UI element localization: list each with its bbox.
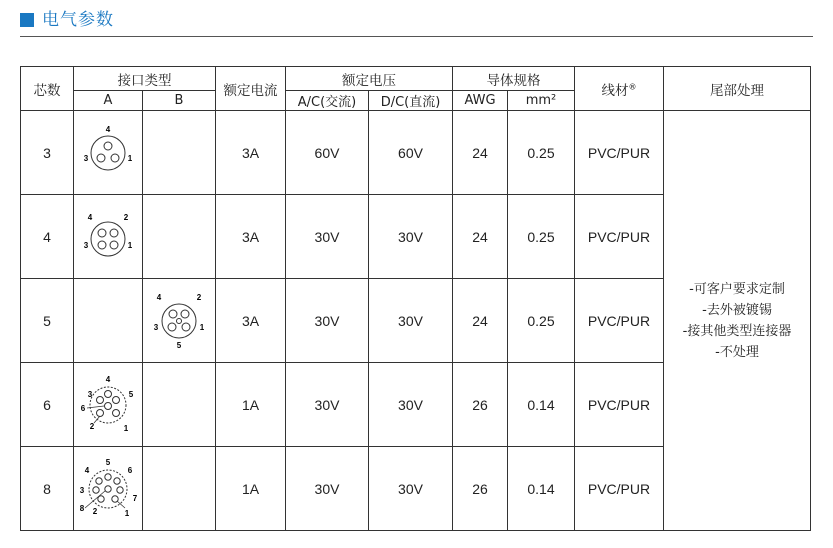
header-material xyxy=(575,67,664,111)
pin-label: 1 xyxy=(199,322,205,332)
header-row-1 xyxy=(21,67,811,91)
header-dc: D/C(直流) xyxy=(369,91,453,111)
ac-voltage-cell: 30V xyxy=(286,279,369,363)
pin-label: 4 xyxy=(84,465,90,475)
pin-label: 3 xyxy=(83,240,89,250)
section-title: 电气参数 xyxy=(42,10,114,30)
cores-cell: 4 xyxy=(21,195,74,279)
registered-mark: ® xyxy=(628,82,637,91)
header-type-a: A xyxy=(74,91,143,111)
header-mm2: mm² xyxy=(508,91,575,111)
dc-voltage-cell: 30V xyxy=(369,279,453,363)
connector-a-cell xyxy=(74,447,143,531)
pin-label: 5 xyxy=(176,340,182,350)
pin-label: 2 xyxy=(196,292,202,302)
electrical-parameters-table xyxy=(20,66,811,531)
header-ac: A/C(交流) xyxy=(286,91,369,111)
tail-option: -可客户要求定制 xyxy=(689,281,785,297)
connector-a-cell xyxy=(74,279,143,363)
connector-a-cell xyxy=(74,195,143,279)
pin-label: 1 xyxy=(127,240,133,250)
connector-4pin-diagram xyxy=(78,207,138,267)
pin-label: 3 xyxy=(83,153,89,163)
pin-label: 5 xyxy=(105,457,111,467)
cores-cell: 5 xyxy=(21,279,74,363)
pin-label: 4 xyxy=(105,124,111,134)
cores-cell: 6 xyxy=(21,363,74,447)
awg-cell: 26 xyxy=(453,363,508,447)
awg-cell: 26 xyxy=(453,447,508,531)
pin-label: 3 xyxy=(153,322,159,332)
ac-voltage-cell: 30V xyxy=(286,447,369,531)
material-cell: PVC/PUR xyxy=(575,363,664,447)
material-cell: PVC/PUR xyxy=(575,195,664,279)
pin-label: 8 xyxy=(79,503,85,513)
connector-6pin-diagram xyxy=(76,373,140,437)
section-marker-icon xyxy=(20,13,34,27)
connector-a-cell xyxy=(74,111,143,195)
material-cell: PVC/PUR xyxy=(575,279,664,363)
mm2-cell: 0.25 xyxy=(508,195,575,279)
connector-b-cell xyxy=(143,195,216,279)
header-cores: 芯数 xyxy=(21,67,74,111)
header-tail: 尾部处理 xyxy=(664,67,811,111)
connector-3pin-diagram xyxy=(78,123,138,183)
pin-label: 3 xyxy=(79,485,85,495)
header-type-b: B xyxy=(143,91,216,111)
mm2-cell: 0.25 xyxy=(508,111,575,195)
material-cell: PVC/PUR xyxy=(575,447,664,531)
mm2-cell: 0.25 xyxy=(508,279,575,363)
header-rated-voltage: 额定电压 xyxy=(286,67,453,91)
connector-5pin-diagram xyxy=(148,290,210,352)
pin-label: 6 xyxy=(127,465,133,475)
connector-b-cell xyxy=(143,363,216,447)
pin-label: 6 xyxy=(80,403,86,413)
awg-cell: 24 xyxy=(453,111,508,195)
header-conductor: 导体规格 xyxy=(453,67,575,91)
current-cell: 3A xyxy=(216,195,286,279)
dc-voltage-cell: 30V xyxy=(369,447,453,531)
tail-option: -不处理 xyxy=(715,344,759,360)
header-rated-current: 额定电流 xyxy=(216,67,286,111)
dc-voltage-cell: 30V xyxy=(369,363,453,447)
pin-label: 4 xyxy=(156,292,162,302)
dc-voltage-cell: 30V xyxy=(369,195,453,279)
pin-label: 1 xyxy=(124,508,130,518)
header-awg: AWG xyxy=(453,91,508,111)
cores-cell: 3 xyxy=(21,111,74,195)
tail-option: -接其他类型连接器 xyxy=(682,323,792,339)
connector-a-cell xyxy=(74,363,143,447)
dc-voltage-cell: 60V xyxy=(369,111,453,195)
current-cell: 1A xyxy=(216,447,286,531)
material-cell: PVC/PUR xyxy=(575,111,664,195)
pin-label: 2 xyxy=(89,421,95,431)
ac-voltage-cell: 30V xyxy=(286,195,369,279)
current-cell: 1A xyxy=(216,363,286,447)
section-header xyxy=(20,9,813,37)
cores-cell: 8 xyxy=(21,447,74,531)
pin-label: 3 xyxy=(87,389,93,399)
pin-label: 4 xyxy=(105,374,111,384)
connector-b-cell xyxy=(143,279,216,363)
ac-voltage-cell: 30V xyxy=(286,363,369,447)
pin-label: 5 xyxy=(128,389,134,399)
header-interface-type: 接口类型 xyxy=(74,67,216,91)
connector-b-cell xyxy=(143,111,216,195)
current-cell: 3A xyxy=(216,279,286,363)
connector-b-cell xyxy=(143,447,216,531)
pin-label: 7 xyxy=(132,493,138,503)
header-material-label: 线材 xyxy=(601,82,629,99)
pin-label: 1 xyxy=(123,423,129,433)
pin-label: 2 xyxy=(123,212,129,222)
awg-cell: 24 xyxy=(453,195,508,279)
tail-option: -去外被镀锡 xyxy=(702,302,772,318)
connector-8pin-diagram xyxy=(75,456,141,522)
ac-voltage-cell: 60V xyxy=(286,111,369,195)
pin-label: 1 xyxy=(127,153,133,163)
mm2-cell: 0.14 xyxy=(508,363,575,447)
awg-cell: 24 xyxy=(453,279,508,363)
mm2-cell: 0.14 xyxy=(508,447,575,531)
pin-label: 2 xyxy=(92,506,98,516)
current-cell: 3A xyxy=(216,111,286,195)
table-row xyxy=(21,111,811,195)
tail-options-cell xyxy=(664,111,811,531)
pin-label: 4 xyxy=(87,212,93,222)
